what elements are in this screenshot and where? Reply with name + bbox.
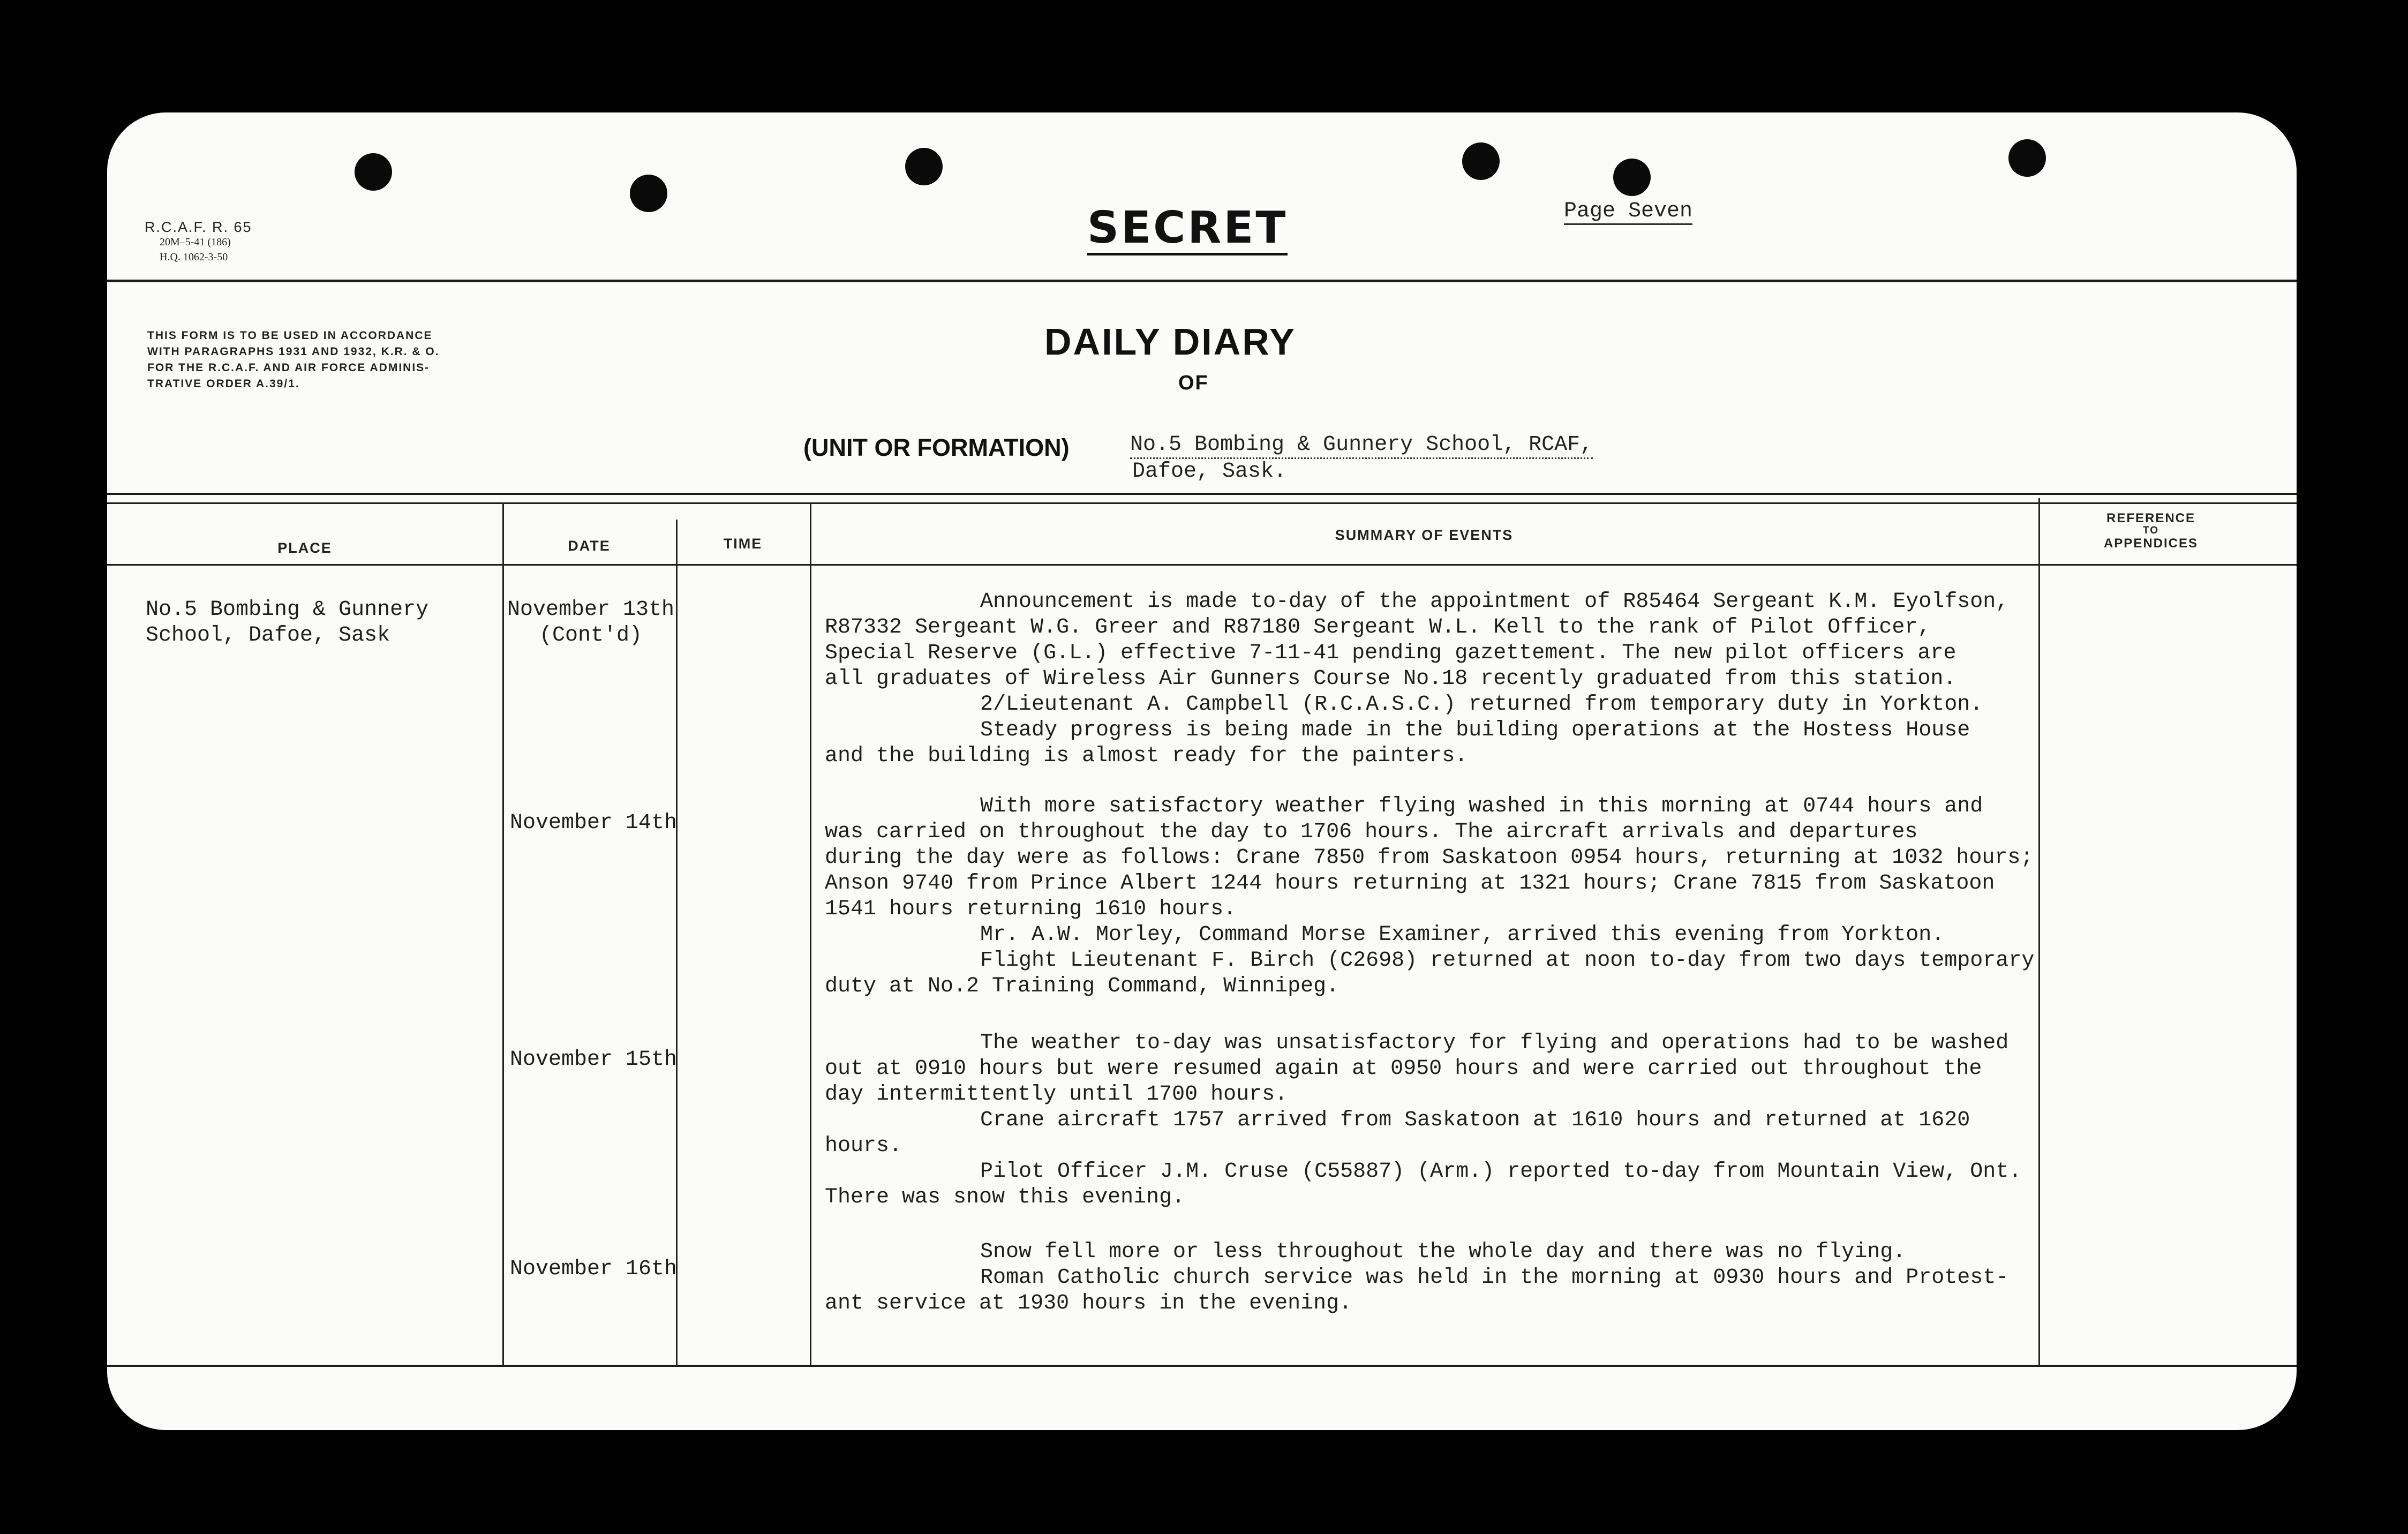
punch-hole — [2008, 139, 2046, 177]
punch-hole — [355, 153, 392, 191]
summary-entry: Snow fell more or less throughout the whole day and there was no flying. Roman Catholic church service was held in the morning at 0930 hours and Protest- ant service at 1930 hours in the evening. — [825, 1240, 2009, 1315]
unit-label: (UNIT OR FORMATION) — [803, 434, 1070, 461]
classification-stamp: SECRET — [1087, 204, 1288, 255]
unit-value: No.5 Bombing & Gunnery School, RCAF, — [1130, 433, 1593, 459]
column-header-reference: REFERENCE TO APPENDICES — [2103, 511, 2199, 551]
place-cell: No.5 Bombing & Gunnery School, Dafoe, Sask — [146, 598, 429, 648]
date-cell: November 13th (Cont'd) — [507, 598, 675, 648]
punch-hole — [630, 175, 667, 212]
punch-hole — [1613, 159, 1651, 196]
form-title: DAILY DIARY — [1044, 321, 1296, 363]
page-number: Page Seven — [1564, 200, 1692, 225]
form-usage-note: THIS FORM IS TO BE USED IN ACCORDANCE WITH PARAGRAPHS 1931 AND 1932, K.R. & O. FOR THE R.C.A.F. AND AIR FORCE ADMINIS- TRATIVE ORDER A.39/1. — [147, 329, 440, 390]
header-divider — [107, 280, 2297, 282]
date-cell: November 15th — [510, 1048, 678, 1072]
summary-entry: Announcement is made to-day of the appointment of R85464 Sergeant K.M. Eyolfson, R87332 Sergeant W.G. Greer and R87180 Sergeant W.L. Kell to the rank of Pilot Officer, Special Reserve (G.L.) effective 7-11-41 pending gazettement. The new pilot officers are all graduates of Wireless Air Gunners Course No.18 recently graduated from this station. 2/Lieutenant A. Campbell (R.C.A.S.C.) returned from temporary duty in Yorkton. Steady progress is being made in the building operations at the Hostess House and the building is almost ready for the painters. — [825, 590, 2009, 768]
form-code-block — [145, 220, 252, 265]
table-bottom-rule — [107, 1365, 2297, 1367]
summary-entry: With more satisfactory weather flying washed in this morning at 0744 hours and was carried on throughout the day to 1706 hours. The aircraft arrivals and departures during the day were as follows: Crane 7850 from Saskatoon 0954 hours, returning at 1032 hours; Anson 9740 from Prince Albert 1244 hours returning at 1321 hours; Crane 7815 from Saskatoon 1541 hours returning 1610 hours. Mr. A.W. Morley, Command Morse Examiner, arrived this evening from Yorkton. Flight Lieutenant F. Birch (C2698) returned at noon to-day from two days temporary duty at No.2 Training Command, Winnipeg. — [825, 794, 2035, 998]
punch-hole — [1462, 142, 1500, 180]
form-code: R.C.A.F. R. 65 — [145, 219, 252, 235]
diary-page — [107, 112, 2297, 1430]
table-top-rule — [107, 493, 2297, 495]
form-title-of: OF — [1178, 372, 1209, 394]
summary-entry: The weather to-day was unsatisfactory for flying and operations had to be washed out at 0910 hours but were resumed again at 0950 hours and were carried out throughout the day intermittently until 1700 hours. Crane aircraft 1757 arrived from Saskatoon at 1610 hours and returned at 1620 hours. Pilot Officer J.M. Cruse (C55887) (Arm.) reported to-day from Mountain View, Ont. There was snow this evening. — [825, 1031, 2022, 1209]
punch-hole — [905, 148, 943, 185]
unit-location: Dafoe, Sask. — [1132, 460, 1287, 484]
hq-reference: H.Q. 1062-3-50 — [160, 251, 228, 263]
column-header-summary: SUMMARY OF EVENTS — [1335, 527, 1514, 543]
column-divider — [810, 502, 811, 1365]
column-header-date: DATE — [568, 538, 611, 554]
date-cell: November 14th — [510, 811, 678, 835]
column-header-rule — [107, 564, 2297, 566]
column-header-place: PLACE — [277, 540, 332, 556]
column-header-time: TIME — [723, 536, 763, 552]
date-cell: November 16th — [510, 1257, 678, 1281]
column-divider — [2038, 498, 2040, 1365]
print-reference: 20M–5-41 (186) — [160, 236, 231, 248]
table-top-rule-secondary — [107, 502, 2297, 504]
